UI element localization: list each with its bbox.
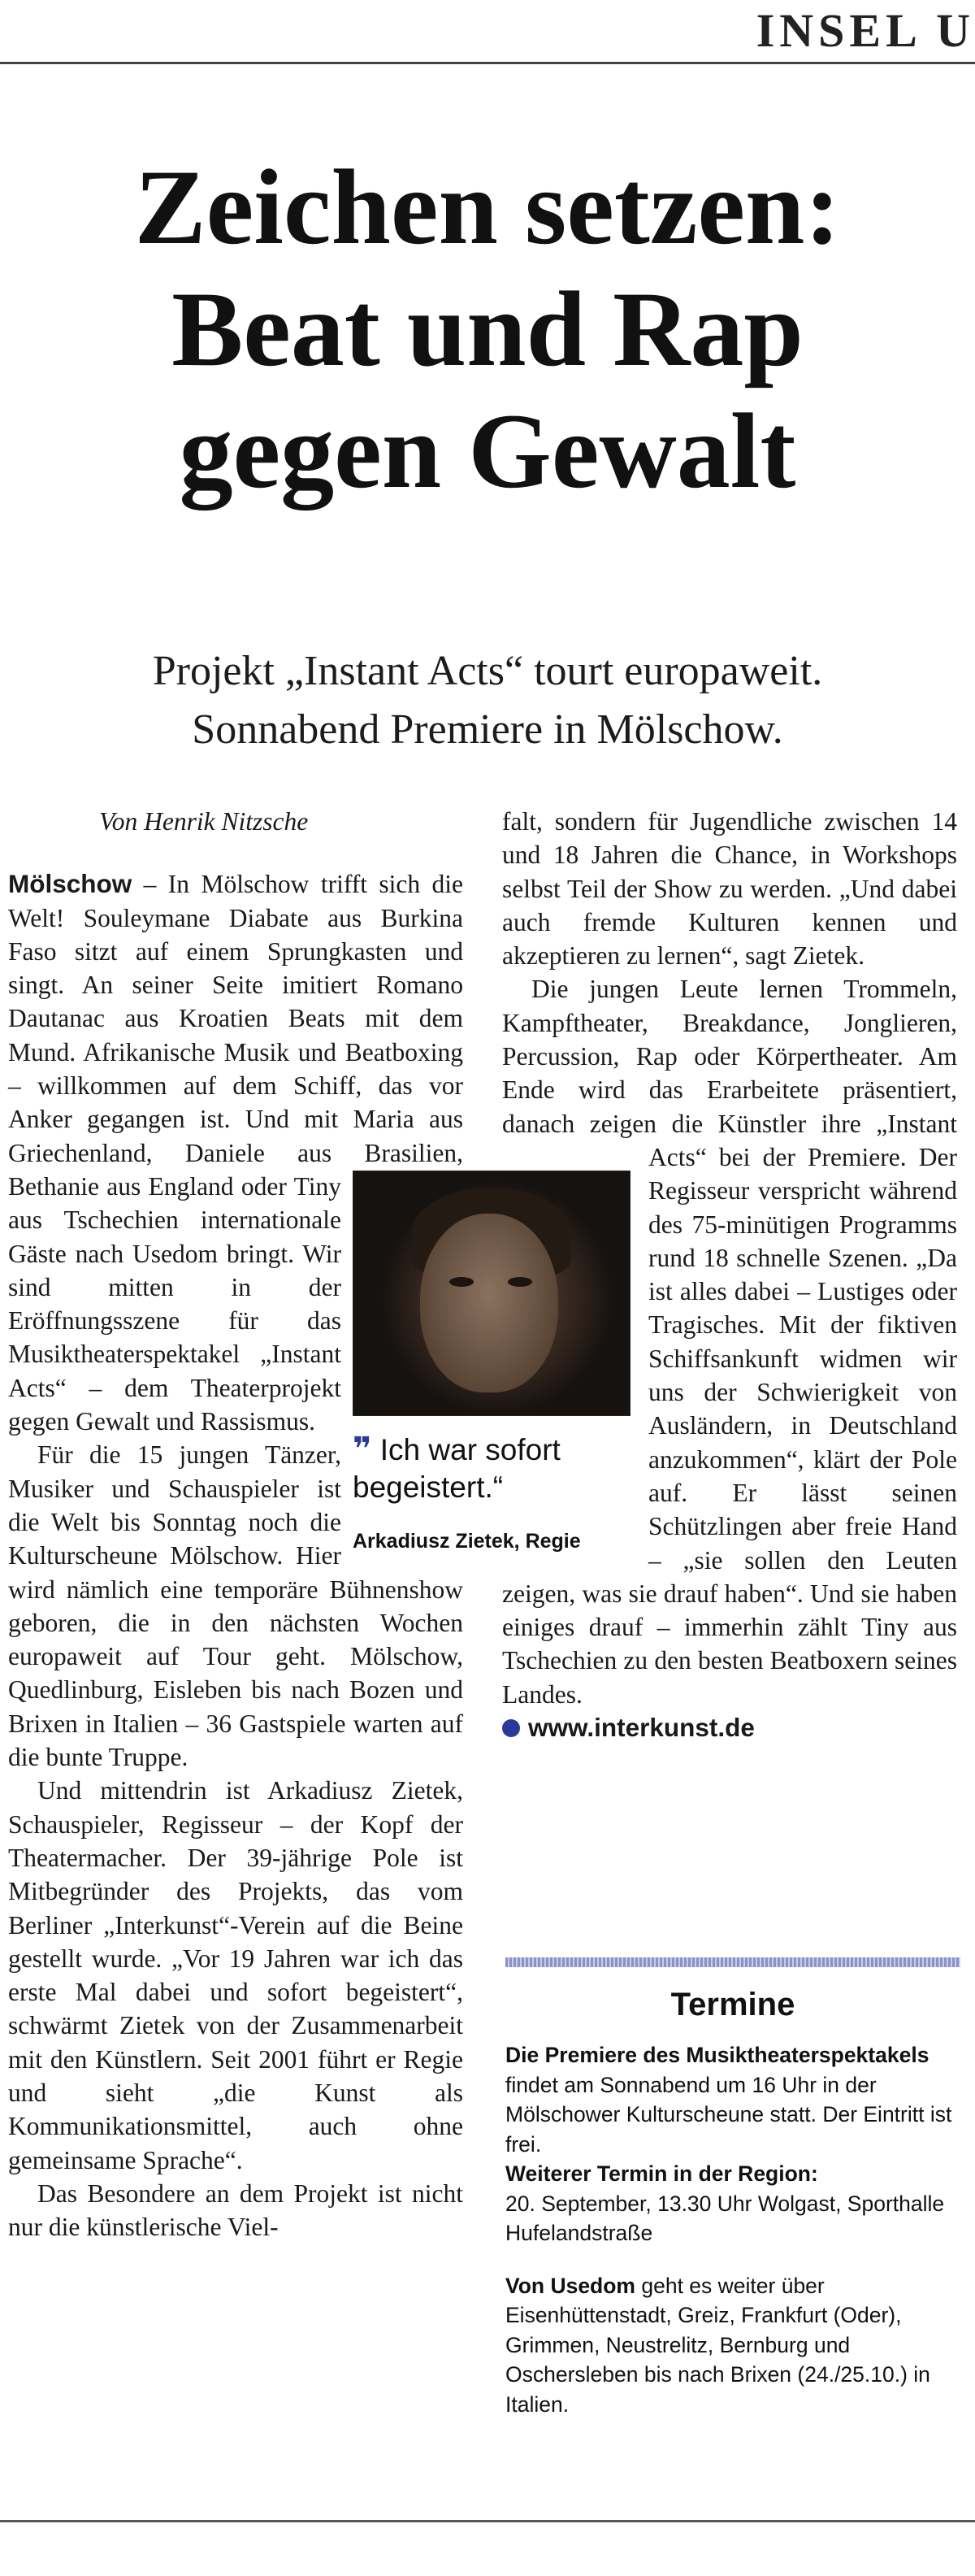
pull-quote-credit: Arkadiusz Zietek, Regie (353, 1530, 581, 1553)
article-paragraph: Das Besondere an dem Projekt ist nicht nur die künstlerische Viel- (8, 2179, 463, 2242)
subheadline-line-2: Sonnabend Premiere in Mölschow. (192, 706, 783, 753)
termine-p3-text: geht es weiter über Eisenhüttenstadt, Greiz, Frankfurt (Oder), Grimmen, Neustrelitz, Bernburg und Oschersleben bis nach Brixen (24./25.10.) in Italien. (505, 2273, 930, 2417)
bottom-divider (0, 2520, 975, 2522)
bullet-icon (502, 1719, 520, 1737)
photo-space (502, 1171, 648, 1569)
termine-p2-text: 20. September, 13.30 Uhr Wolgast, Sporthalle Hufelandstraße (505, 2191, 945, 2245)
termine-divider (505, 1957, 960, 1967)
article-paragraph: falt, sondern für Jugendliche zwischen 14 und 18 Jahren die Chance, in Workshops selbst Teil der Show zu werden. „Und dabei auch fremde Kulturen kennen und akzeptieren zu lernen“, sagt Zietek. (502, 807, 957, 971)
termine-box (505, 1983, 960, 2419)
dateline: Mölschow (8, 869, 132, 899)
section-title: INSEL U (756, 4, 975, 57)
termine-paragraph-1 (505, 2040, 960, 2159)
termine-title: Termine (670, 1987, 795, 2022)
headline (0, 146, 975, 512)
termine-p3-bold: Von Usedom (505, 2273, 635, 2298)
quote-mark-icon: ❞ (353, 1431, 372, 1468)
article-column-2 (502, 805, 957, 1744)
termine-paragraph-3 (505, 2271, 960, 2420)
termine-p1-bold: Die Premiere des Musiktheaterspektakels (505, 2043, 930, 2067)
top-divider (0, 62, 975, 64)
article-paragraph: Die jungen Leute lernen Trommeln, Kampftheater, Breakdance, Jonglieren, Percussion, Rap oder Körpertheater. Am Ende wird das Erarbeitete präsentiert, danach zeigen die Künstler ihre „Instant Acts“ bei der Premiere. Der Regisseur verspricht während des 75-minütigen Programms rund 18 schnelle Szenen. „Da ist alles dabei – Lustiges oder Tragisches. Mit der fiktiven Schiffsankunft widmen wir uns der Schwierigkeit von Ausländern, in Deutschland anzukommen“, klärt der Pole auf. Er lässt seinen Schützlingen aber freie Hand – „sie sollen den Leuten zeigen, was sie drauf haben“. Und sie haben einiges drauf – immerhin zählt Tiny aus Tschechien zu den besten Beatboxern seines Landes. (502, 975, 957, 1709)
headline-line-3: gegen Gewalt (179, 391, 796, 510)
photo-eye-left (449, 1277, 474, 1287)
subheadline (0, 642, 975, 759)
headline-line-1: Zeichen setzen: (134, 147, 841, 267)
article-paragraph: Und mittendrin ist Arkadiusz Zietek, Schauspieler, Regisseur – der Kopf der Theatermacher. Der 39-jährige Pole ist Mitbegründer des Projekts, das vom Berliner „Interkunst“-Verein auf die Beine gestellt wurde. „Vor 19 Jahren war ich das erste Mal dabei und sofort begeistert“, schwärmt Zietek von der Zusammenarbeit mit den Künstlern. Seit 2001 führt er Regie und sieht „die Kunst als Kommunikationsmittel, auch ohne gemeinsame Sprache“. (8, 1776, 463, 2174)
pull-quote-text: Ich war sofort begeistert.“ (353, 1433, 561, 1504)
termine-p2-bold: Weiterer Termin in der Region: (505, 2161, 818, 2186)
web-link-text: www.interkunst.de (528, 1713, 755, 1743)
article-column-1 (8, 805, 463, 2244)
headline-line-2: Beat und Rap (171, 269, 804, 389)
article-paragraph-text: – In Mölschow trifft sich die Welt! Souleymane Diabate aus Burkina Faso sitzt auf einem Sprungkasten und singt. An seiner Seite imitiert Romano Dautanac aus Kroatien Beats mit dem Mund. Afrikanische Musik und Beatboxing – willkommen auf dem Schiff, das vor Anker gegangen ist. Und mit Maria aus Griechenland, Daniele aus Brasilien, Bethanie aus England oder Tiny aus Tschechien internationale Gäste nach Usedom bringt. Wir sind mitten in der Eröffnungsszene für das Musiktheaterspektakel „Instant Acts“ – dem Theaterprojekt gegen Gewalt und Rassismus. (8, 870, 463, 1436)
byline: Von Henrik Nitzsche (99, 807, 309, 836)
termine-paragraph-2 (505, 2159, 960, 2248)
web-link[interactable] (502, 1711, 957, 1744)
article-paragraph: Für die 15 jungen Tänzer, Musiker und Schauspieler ist die Welt bis Sonntag noch die Kulturscheune Mölschow. Hier wird nämlich eine temporäre Bühnenshow geboren, die in den nächsten Wochen europaweit auf Tour geht. Mölschow, Quedlinburg, Eisleben bis nach Bozen und Brixen in Italien – 36 Gastspiele warten auf die bunte Truppe. (8, 1440, 463, 1772)
subheadline-line-1: Projekt „Instant Acts“ tourt europaweit. (152, 648, 823, 694)
termine-p1-text: findet am Sonnabend um 16 Uhr in der Mölschower Kulturscheune statt. Der Eintritt ist frei. (505, 2072, 952, 2157)
